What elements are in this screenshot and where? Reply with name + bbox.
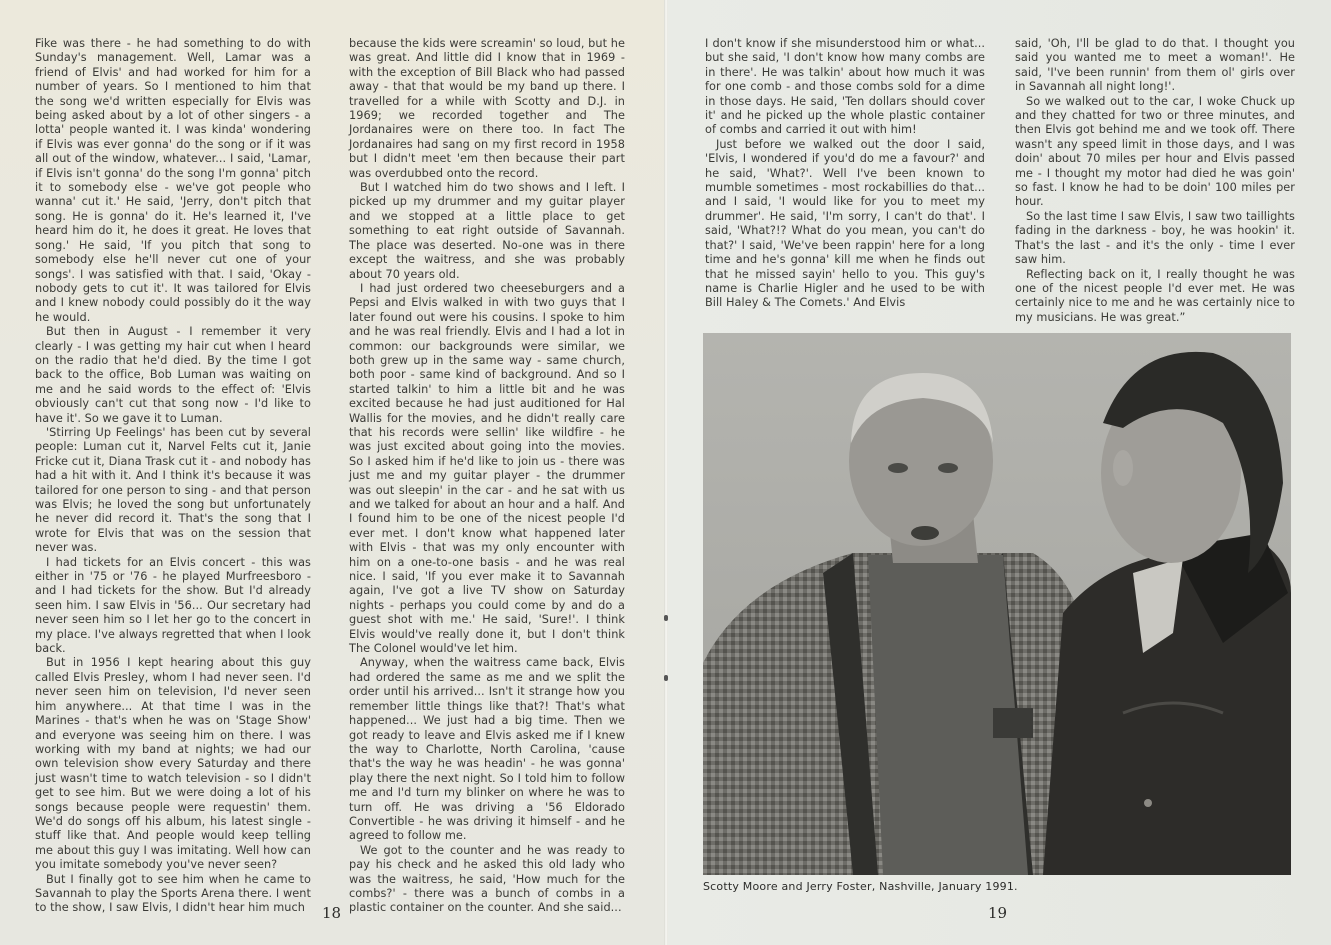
- paragraph: But I finally got to see him when he came to Savannah to play the Sports Arena there. I went to the show, I saw Elvis, I didn't hear him much: [35, 872, 311, 915]
- paragraph: 'Stirring Up Feelings' has been cut by several people: Luman cut it, Narvel Felts cut it, Janie Fricke cut it, Diana Trask cut it - and nobody has had a hit with it. And I think it's because it was tailored for one person to sing - and that person was Elvis; he loved the song but unfortunately he never did record it. That's the song that I wrote for Elvis that was on the session that never was.: [35, 425, 311, 555]
- left-page-column-2: [349, 37, 625, 916]
- left-page-column-1: [35, 37, 311, 916]
- paragraph: So we walked out to the car, I woke Chuck up and they chatted for two or three minutes, and then Elvis got behind me and we took off. There wasn't any speed limit in those days, and I was doin' about 70 miles per hour and Elvis passed me - I thought my motor had died he was goin' so fast. I know he had to be doin' 100 miles per hour.: [1015, 94, 1295, 209]
- photo-illustration: [703, 333, 1291, 875]
- paragraph: Fike was there - he had something to do with Sunday's management. Well, Lamar was a friend of Elvis' and had worked for him for a number of years. So I mentioned to him that the song we'd written especially for Elvis was being asked about by a lot of other singers - a lotta' people wanted it. I was kinda' wondering if Elvis was ever gonna' do the song or if it was all out of the window, whatever... I said, 'Lamar, if Elvis isn't gonna' do the song I'm gonna' pitch it to somebody else - we've got people who wanna' cut it.' He said, 'Jerry, don't pitch that song. He is gonna' do it. He's learned it, I've heard him do it, he does it great. He loves that song.' He said, 'If you pitch that song to somebody else he'll never cut one of your songs'. I was satisfied with that. I said, 'Okay - nobody gets to cut it'. It was tailored for Elvis and I knew nobody could possibly do it the way he would.: [35, 37, 311, 324]
- right-page-column-1: [705, 37, 985, 311]
- paragraph: But in 1956 I kept hearing about this guy called Elvis Presley, whom I had never seen. I'd never seen him on television, I'd never seen him anywhere... At that time I was in the Marines - that's when he was on 'Stage Show' and everyone was seeing him on there. I was working with my band at nights; we had our own television show every Saturday and there just wasn't time to watch television - so I didn't get to see him. But we were doing a lot of his songs because people were requestin' them. We'd do songs off his album, his latest single - stuff like that. And people would keep telling me about this guy I was imitating. Well how can you imitate somebody you've never seen?: [35, 656, 311, 872]
- paragraph: I had just ordered two cheeseburgers and a Pepsi and Elvis walked in with two guys that I later found out were his cousins. I spoke to him and he was real friendly. Elvis and I had a lot in common: our backgrounds were similar, we both grew up in the same way - same church, both poor - same kind of background. And so I started talkin' to him a little bit and he was excited because he had just auditioned for Hal Wallis for the movies, and he didn't really care that his records were sellin' like wildfire - he was just excited about going into the movies. So I asked him if he'd like to join us - there was just me and my guitar player - the drummer was out sleepin' in the car - and he sat with us and we talked for about an hour and a half. And I found him to be one of the nicest people I'd ever met. I don't know what happened later with Elvis - that was my only encounter with him on a one-to-one basis - and he was real nice. I said, 'If you ever make it to Savannah again, I've got a live TV show on Saturday nights - perhaps you could come by and do a guest shot with me.' He said, 'Sure!'. I think Elvis would've really done it, but I don't think The Colonel would've let him.: [349, 281, 625, 656]
- page-number: 19: [988, 904, 1008, 922]
- paragraph: Anyway, when the waitress came back, Elvis had ordered the same as me and we split the order until his arrived... Isn't it strange how you remember little things like that?! That's what happened... We just had a big time. Then we got ready to leave and Elvis asked me if I knew the way to Charlotte, North Carolina, 'cause that's the way he was headin' - he was gonna' play there the next night. So I told him to follow me and I'd turn my blinker on where he was to turn off. He was driving a '56 Eldorado Convertible - he was driving it himself - and he agreed to follow me.: [349, 656, 625, 843]
- paragraph: But I watched him do two shows and I left. I picked up my drummer and my guitar player and we stopped at a little place to get something to eat right outside of Savannah. The place was deserted. No-one was in there except the waitress, and she was probably about 70 years old.: [349, 181, 625, 281]
- page-number: 18: [322, 904, 342, 922]
- paragraph: We got to the counter and he was ready to pay his check and he asked this old lady who was the waitress, he said, 'How much for the combs?' - there was a bunch of combs in a plastic container on the counter. And she said...: [349, 843, 625, 915]
- paragraph: Reflecting back on it, I really thought he was one of the nicest people I'd ever met. He was certainly nice to me and he was certainly nice to my musicians. He was great.”: [1015, 267, 1295, 324]
- paragraph: I had tickets for an Elvis concert - this was either in '75 or '76 - he played Murfreesboro - and I had tickets for the show. But I'd already seen him. I saw Elvis in '56... Our secretary had never seen him so I let her go to the concert in my place. I've always regretted that when I look back.: [35, 555, 311, 656]
- photo-two-men: [703, 333, 1291, 875]
- right-page-column-2: [1015, 37, 1295, 325]
- paragraph: So the last time I saw Elvis, I saw two taillights fading in the darkness - boy, he was hookin' it. That's the last - and it's the only - time I ever saw him.: [1015, 209, 1295, 267]
- paragraph: because the kids were screamin' so loud, but he was great. And little did I know that in 1969 - with the exception of Bill Black who had passed away - that that would be my band up there. I travelled for a while with Scotty and D.J. in 1969; we recorded together and The Jordanaires were on there too. In fact The Jordanaires had sang on my first record in 1958 but I didn't meet 'em then because their part was overdubbed onto the record.: [349, 37, 625, 180]
- paragraph: But then in August - I remember it very clearly - I was getting my hair cut when I heard on the radio that he'd died. By the time I got back to the office, Bob Luman was waiting on me and he said words to the effect of: 'Elvis obviously can't cut that song now - I'd like to have it'. So we gave it to Luman.: [35, 325, 311, 425]
- photo-caption: Scotty Moore and Jerry Foster, Nashville, January 1991.: [703, 880, 1018, 893]
- paragraph: said, 'Oh, I'll be glad to do that. I thought you said you wanted me to meet a woman!'. He said, 'I've been runnin' from them ol' girls over in Savannah all night long!'.: [1015, 37, 1295, 94]
- paragraph: I don't know if she misunderstood him or what... but she said, 'I don't know how many combs are in there'. He was talkin' about how much it was for one comb - and those combs sold for a dime in those days. He said, 'Ten dollars should cover it' and he picked up the whole plastic container of combs and carried it out with him!: [705, 37, 985, 137]
- paragraph: Just before we walked out the door I said, 'Elvis, I wondered if you'd do me a favour?' and he said, 'What?'. Well I've been known to mumble sometimes - most rockabillies do that... and I said, 'I would like for you to meet my drummer'. He said, 'I'm sorry, I can't do that'. I said, 'What?!? What do you mean, you can't do that?' I said, 'We've been rappin' here for a long time and he's gonna' kill me when he finds out that he missed sayin' hello to you. This guy's name is Charlie Higler and he used to be with Bill Haley & The Comets.' And Elvis: [705, 137, 985, 310]
